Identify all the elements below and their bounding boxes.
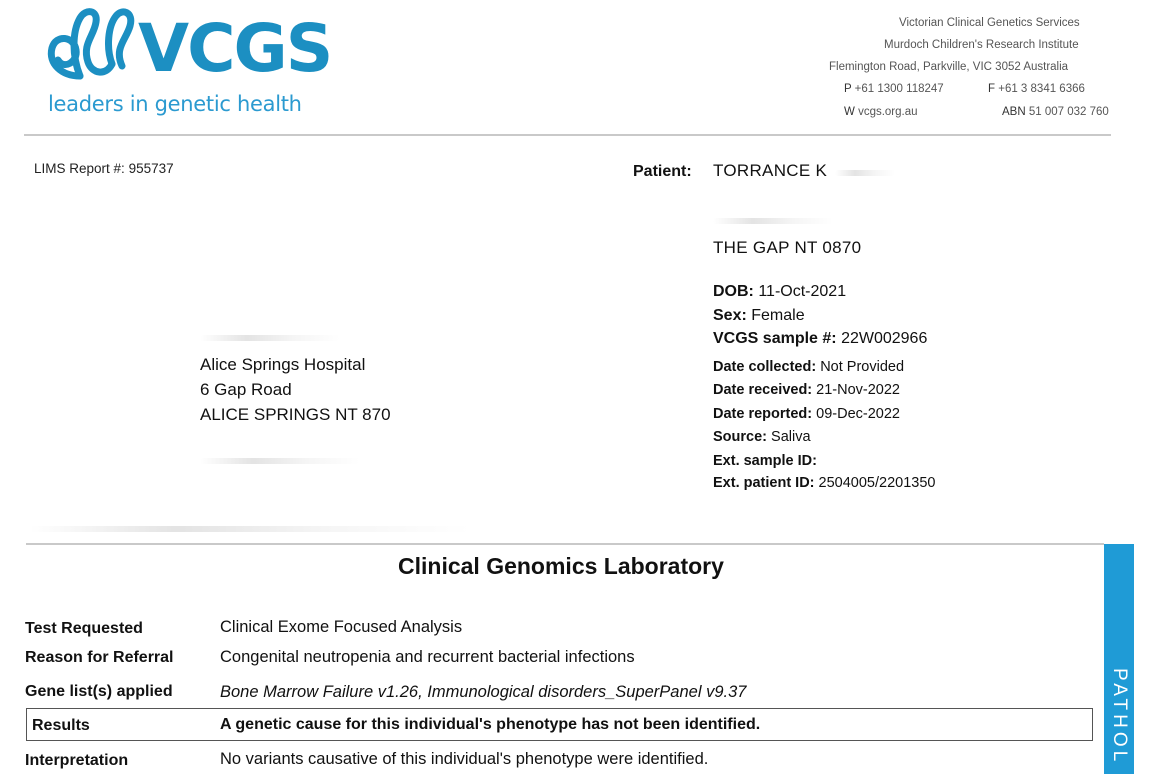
received-value: 21-Nov-2022 — [816, 382, 900, 398]
row-value-interpretation: No variants causative of this individual's phenotype were identified. — [220, 750, 709, 768]
phone-line — [844, 83, 944, 95]
redacted-mark — [835, 170, 895, 176]
redacted-mark — [713, 218, 833, 224]
abn-number: 51 007 032 760 — [1028, 106, 1109, 118]
web-prefix: W — [844, 106, 855, 118]
recipient-line-2: 6 Gap Road — [200, 380, 292, 399]
side-tab-label: PATHOL — [1109, 668, 1130, 766]
ext-patient-value: 2504005/2201350 — [818, 475, 936, 491]
section-divider — [26, 543, 1104, 545]
brand-name: VCGS — [138, 10, 332, 87]
web-address: vcgs.org.au — [858, 106, 918, 118]
row-label-reason-for-referral: Reason for Referral — [25, 649, 174, 666]
source-value: Saliva — [771, 429, 811, 445]
date-collected — [713, 359, 904, 375]
reported-label: Date reported: — [713, 406, 813, 422]
patient-name: TORRANCE K — [713, 161, 828, 180]
date-reported — [713, 406, 900, 422]
recipient-line-3: ALICE SPRINGS NT 870 — [200, 405, 391, 424]
lims-label: LIMS Report #: — [34, 161, 125, 176]
fax-prefix: F — [988, 83, 996, 95]
phone-number: +61 1300 118247 — [854, 83, 944, 95]
patient-dob — [713, 283, 846, 301]
sample-source — [713, 429, 811, 445]
abn-prefix: ABN — [1002, 106, 1026, 118]
dob-label: DOB: — [713, 283, 754, 300]
ext-sample-id — [713, 453, 817, 469]
row-value-test-requested: Clinical Exome Focused Analysis — [220, 618, 463, 636]
dob-value: 11-Oct-2021 — [758, 283, 847, 300]
row-value-results: A genetic cause for this individual's phenotype has not been identified. — [220, 716, 761, 733]
header-divider — [24, 134, 1111, 136]
patient-locality: THE GAP NT 0870 — [713, 238, 862, 257]
sample-value: 22W002966 — [841, 330, 928, 347]
address-line-1: Victorian Clinical Genetics Services — [899, 17, 1080, 29]
collected-label: Date collected: — [713, 359, 817, 375]
abn-line — [1002, 106, 1109, 118]
received-label: Date received: — [713, 382, 813, 398]
web-line — [844, 106, 918, 118]
section-title: Clinical Genomics Laboratory — [398, 553, 724, 579]
ext-patient-id — [713, 475, 935, 491]
source-label: Source: — [713, 429, 767, 445]
ext-sample-label: Ext. sample ID: — [713, 453, 817, 469]
brand-tagline: leaders in genetic health — [48, 92, 302, 116]
patient-sex — [713, 307, 805, 325]
fax-line — [988, 83, 1085, 95]
redacted-mark — [200, 335, 340, 341]
sex-label: Sex: — [713, 307, 747, 324]
phone-prefix: P — [844, 83, 852, 95]
collected-value: Not Provided — [820, 359, 905, 375]
row-label-interpretation: Interpretation — [25, 752, 129, 769]
sex-value: Female — [751, 307, 805, 324]
patient-sample — [713, 330, 927, 348]
patient-label: Patient: — [633, 163, 692, 180]
address-line-2: Murdoch Children's Research Institute — [884, 39, 1079, 51]
fax-number: +61 3 8341 6366 — [998, 83, 1085, 95]
row-label-results: Results — [32, 717, 90, 734]
lims-number: 955737 — [128, 161, 174, 176]
ext-patient-label: Ext. patient ID: — [713, 475, 815, 491]
vcgs-logo-icon — [42, 4, 142, 90]
row-label-gene-lists: Gene list(s) applied — [25, 683, 173, 700]
reported-value: 09-Dec-2022 — [816, 406, 900, 422]
date-received — [713, 382, 900, 398]
redacted-mark — [200, 458, 360, 464]
row-value-reason-for-referral: Congenital neutropenia and recurrent bacterial infections — [220, 648, 635, 666]
redacted-mark — [30, 526, 470, 532]
row-label-test-requested: Test Requested — [25, 620, 143, 637]
lims-report — [34, 161, 174, 176]
row-value-gene-lists: Bone Marrow Failure v1.26, Immunological disorders_SuperPanel v9.37 — [220, 683, 747, 701]
address-line-3: Flemington Road, Parkville, VIC 3052 Australia — [829, 61, 1069, 73]
sample-label: VCGS sample #: — [713, 330, 837, 347]
recipient-line-1: Alice Springs Hospital — [200, 355, 366, 374]
